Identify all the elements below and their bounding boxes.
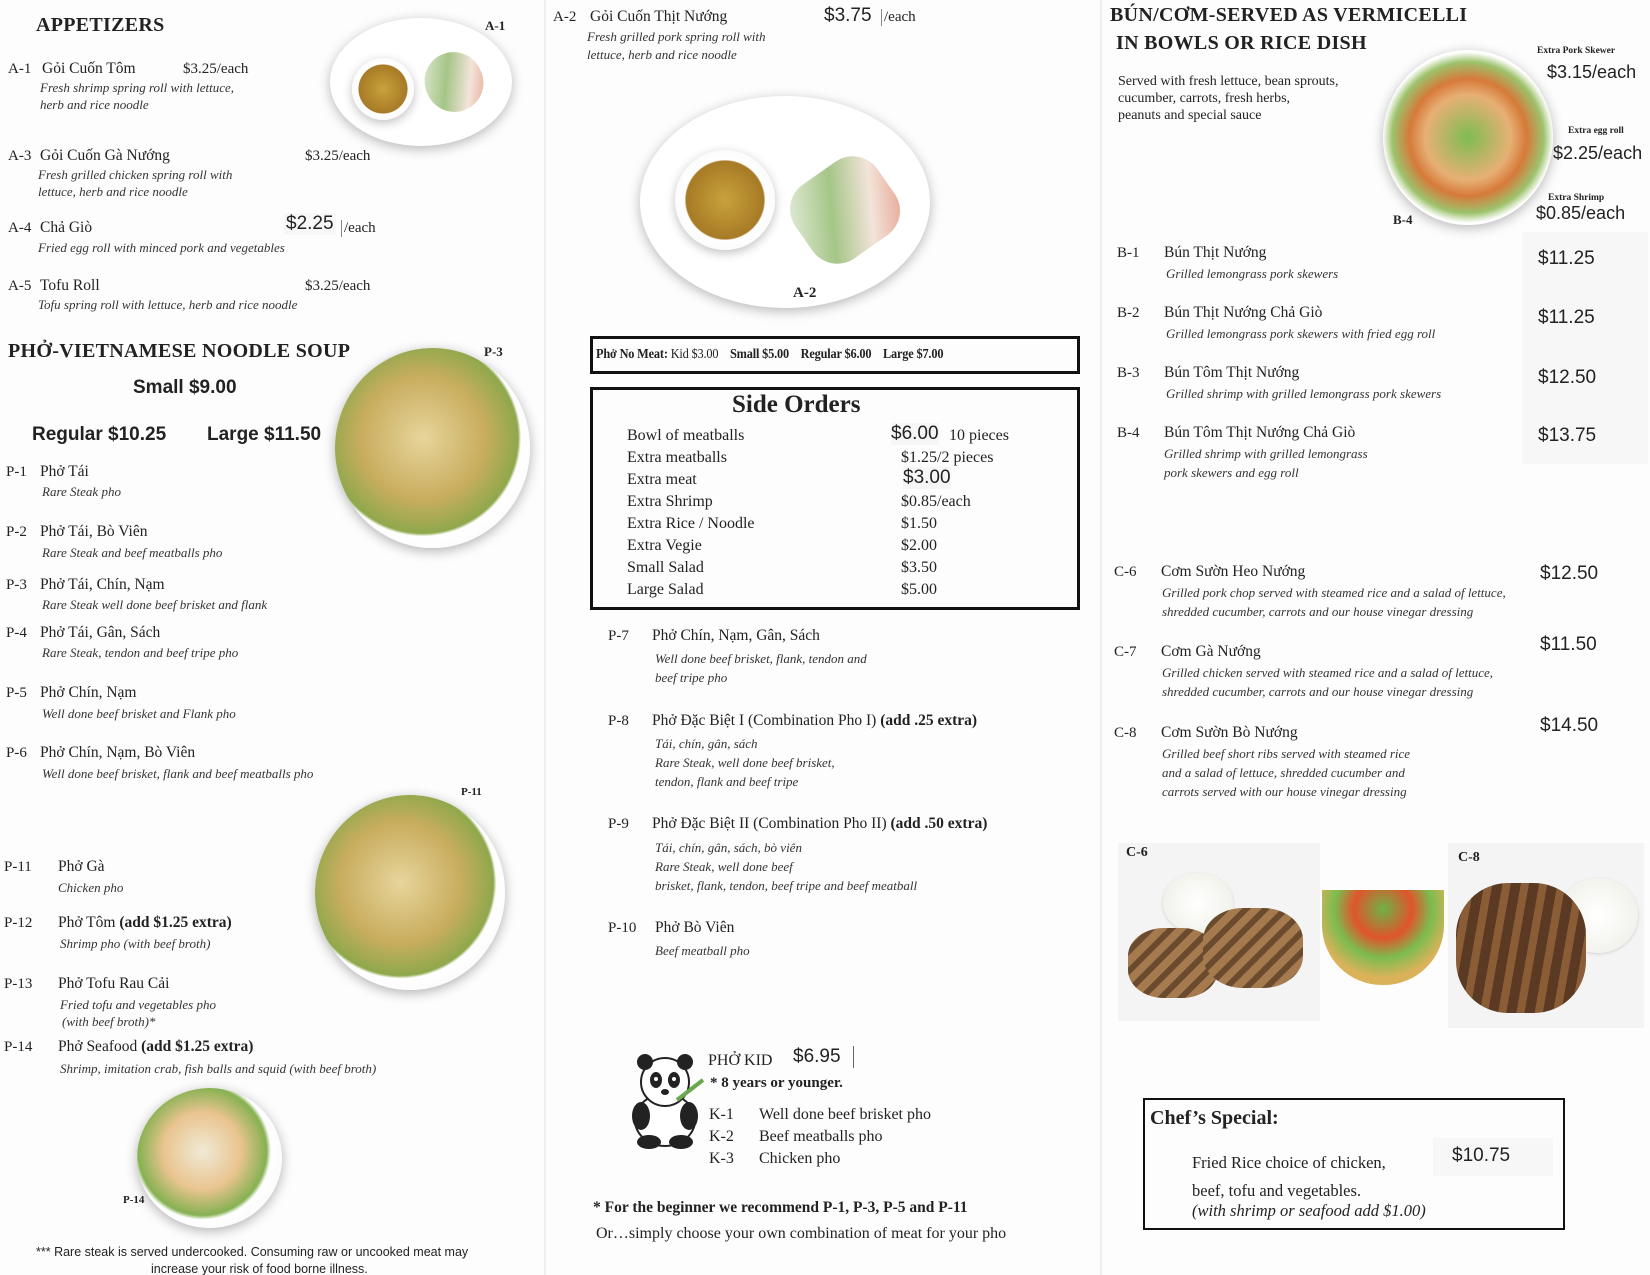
kid-item-code: K-1 xyxy=(709,1106,734,1123)
item-name: Cơm Sườn Bò Nướng xyxy=(1161,724,1298,741)
item-name: Phở Tái, Gân, Sách xyxy=(40,624,161,641)
short-rib-image xyxy=(1456,883,1586,1013)
side-order-name: Extra meatballs xyxy=(627,449,727,466)
item-desc: Grilled shrimp with grilled lemongrass xyxy=(1164,446,1368,461)
pho-no-meat-prices xyxy=(596,347,943,363)
item-desc: Fresh grilled chicken spring roll with xyxy=(38,167,233,182)
item-desc: and a salad of lettuce, shredded cucumber and xyxy=(1162,765,1405,780)
item-name xyxy=(652,712,977,730)
item-code: A-4 xyxy=(8,220,32,236)
item-name: Gỏi Cuốn Tôm xyxy=(42,60,136,77)
item-name xyxy=(58,914,232,932)
item-code: P-8 xyxy=(608,713,629,729)
extra-charge: (add .50 extra) xyxy=(890,815,988,832)
side-order-price: $0.85/each xyxy=(901,493,971,510)
item-price: $12.50 xyxy=(1538,367,1597,388)
item-price: $11.25 xyxy=(1538,248,1595,269)
chicken-pho-photo xyxy=(315,795,505,990)
item-code: P-1 xyxy=(6,464,27,480)
no-meat-kid: Kid $3.00 xyxy=(670,347,719,362)
item-desc: Tofu spring roll with lettuce, herb and rice noodle xyxy=(38,297,298,312)
bun-com-heading: BÚN/CƠM-SERVED AS VERMICELLI xyxy=(1110,4,1468,26)
item-desc: Grilled pork chop served with steamed rice and a salad of lettuce, xyxy=(1162,585,1506,600)
item-name xyxy=(58,1038,253,1056)
item-code: P-4 xyxy=(6,625,27,641)
item-price: $11.25 xyxy=(1538,307,1595,328)
item-code: B-3 xyxy=(1117,365,1140,381)
combination-note: Or…simply choose your own combination of meat for your pho xyxy=(596,1225,1007,1242)
item-name: Phở Chín, Nạm xyxy=(40,684,137,701)
extra-egg-label: Extra egg roll xyxy=(1568,126,1624,136)
item-desc: Well done beef brisket, flank, tendon and xyxy=(655,651,867,666)
item-desc: Shrimp pho (with beef broth) xyxy=(60,936,211,951)
item-name: Cơm Gà Nướng xyxy=(1161,643,1261,660)
no-meat-large: Large $7.00 xyxy=(882,347,944,362)
item-desc: Rare Steak pho xyxy=(42,484,121,499)
item-desc: (with beef broth)* xyxy=(62,1014,156,1029)
item-name: Bún Tôm Thịt Nướng xyxy=(1164,364,1300,381)
recommendation-note: * For the beginner we recommend P-1, P-3, P-5 and P-11 xyxy=(593,1199,968,1216)
item-name: Gỏi Cuốn Gà Nướng xyxy=(40,147,170,164)
photo-label-c8: C-8 xyxy=(1458,850,1480,865)
kid-item-name: Beef meatballs pho xyxy=(759,1128,883,1145)
chefs-special-desc: Fried Rice choice of chicken, xyxy=(1192,1153,1386,1172)
item-desc: shredded cucumber, carrots and our house vinegar dressing xyxy=(1162,684,1474,699)
no-meat-regular: Regular $6.00 xyxy=(800,347,872,362)
extra-charge: (add .25 extra) xyxy=(880,712,978,729)
kid-item-name: Chicken pho xyxy=(759,1150,841,1167)
item-code: C-8 xyxy=(1114,725,1137,741)
item-name-text: Phở Tôm xyxy=(58,914,116,931)
item-desc: Fried tofu and vegetables pho xyxy=(60,997,216,1012)
peanut-sauce-image xyxy=(675,150,775,250)
item-code: P-13 xyxy=(4,976,33,992)
item-code: B-1 xyxy=(1117,245,1140,261)
bun-intro: peanuts and special sauce xyxy=(1118,108,1262,123)
side-order-price: $3.00 xyxy=(903,467,951,488)
photo-label-c6: C-6 xyxy=(1126,845,1148,860)
item-code: B-2 xyxy=(1117,305,1140,321)
beef-short-rib-photo xyxy=(1448,843,1644,1028)
kid-item-code: K-3 xyxy=(709,1150,734,1167)
extra-shrimp-label: Extra Shrimp xyxy=(1548,193,1605,203)
item-name: Gỏi Cuốn Thịt Nướng xyxy=(590,8,728,25)
item-price: $14.50 xyxy=(1540,715,1599,736)
item-desc: carrots served with our house vinegar dressing xyxy=(1162,784,1407,799)
bun-com-heading: IN BOWLS OR RICE DISH xyxy=(1116,32,1367,54)
item-name: Phở Tái, Chín, Nạm xyxy=(40,576,165,593)
photo-label-a1: A-1 xyxy=(485,18,506,33)
item-desc: Shrimp, imitation crab, fish balls and squid (with beef broth) xyxy=(60,1061,377,1076)
item-name: Bún Thịt Nướng xyxy=(1164,244,1267,261)
item-desc: Rare Steak, well done beef brisket, xyxy=(655,755,835,770)
item-code: C-6 xyxy=(1114,564,1137,580)
item-desc: pork skewers and egg roll xyxy=(1164,465,1299,480)
photo-label-p3: P-3 xyxy=(484,344,503,359)
side-order-name: Small Salad xyxy=(627,559,704,576)
side-orders-heading: Side Orders xyxy=(732,391,861,418)
pork-chop-photo xyxy=(1118,843,1320,1021)
item-code: P-12 xyxy=(4,915,33,931)
side-order-name: Extra Vegie xyxy=(627,537,702,554)
side-order-name: Bowl of meatballs xyxy=(627,427,745,444)
item-name: Bún Thịt Nướng Chả Giò xyxy=(1164,304,1323,321)
item-code: C-7 xyxy=(1114,644,1137,660)
item-name xyxy=(652,815,987,833)
pho-bowl-photo xyxy=(335,348,530,548)
item-desc: beef tripe pho xyxy=(655,670,728,685)
side-order-note: 10 pieces xyxy=(949,427,1009,444)
vermicelli-bowl-photo xyxy=(1383,50,1553,225)
price-regular: Regular $10.25 xyxy=(32,424,167,445)
extra-pork-label: Extra Pork Skewer xyxy=(1537,46,1616,56)
item-desc: lettuce, herb and rice noodle xyxy=(38,184,188,199)
item-desc: Rare Steak, well done beef xyxy=(655,859,793,874)
photo-label-p14: P-14 xyxy=(123,1194,145,1206)
item-name: Cơm Sườn Heo Nướng xyxy=(1161,563,1306,580)
item-code: A-5 xyxy=(8,278,32,294)
side-order-price: $6.00 xyxy=(891,423,939,444)
item-price: $3.25/each xyxy=(305,278,371,294)
middle-panel xyxy=(545,0,1100,1275)
item-desc: Tái, chín, gân, sách, bò viên xyxy=(655,840,802,855)
bun-intro: cucumber, carrots, fresh herbs, xyxy=(1118,91,1291,106)
item-price: $11.50 xyxy=(1540,634,1597,655)
raw-meat-warning: *** Rare steak is served undercooked. Consuming raw or uncooked meat may xyxy=(36,1245,469,1259)
item-code: P-10 xyxy=(608,920,637,936)
item-price-unit: /each xyxy=(881,9,916,26)
side-order-price: $5.00 xyxy=(901,581,937,598)
item-desc: shredded cucumber, carrots and our house vinegar dressing xyxy=(1162,604,1474,619)
item-name-text: Phở Đặc Biệt II (Combination Pho II) xyxy=(652,815,887,832)
right-panel xyxy=(1100,0,1650,1275)
item-desc: Chicken pho xyxy=(58,880,124,895)
side-order-price: $2.00 xyxy=(901,537,937,554)
item-code: B-4 xyxy=(1117,425,1140,441)
item-desc: brisket, flank, tendon, beef tripe and beef meatball xyxy=(655,878,918,893)
seafood-pho-photo xyxy=(137,1088,282,1228)
item-desc: Grilled shrimp with grilled lemongrass pork skewers xyxy=(1166,386,1442,401)
left-panel xyxy=(0,0,545,1275)
pho-kid-age: * 8 years or younger. xyxy=(710,1075,843,1091)
side-order-price: $3.50 xyxy=(901,559,937,576)
item-desc: lettuce, herb and rice noodle xyxy=(587,47,737,62)
item-price: $3.25/each xyxy=(183,61,249,77)
item-name-text: Phở Đặc Biệt I (Combination Pho I) xyxy=(652,712,877,729)
item-name-text: Phở Seafood xyxy=(58,1038,138,1055)
raw-meat-warning: increase your risk of food borne illness. xyxy=(151,1262,368,1275)
photo-label-p11: P-11 xyxy=(461,786,482,798)
item-price: $12.50 xyxy=(1540,563,1599,584)
extra-charge: (add $1.25 extra) xyxy=(141,1038,254,1055)
item-desc: Well done beef brisket, flank and beef meatballs pho xyxy=(42,766,314,781)
price-large: Large $11.50 xyxy=(207,424,322,445)
side-order-name: Extra meat xyxy=(627,471,697,488)
item-code: P-9 xyxy=(608,816,629,832)
item-name: Phở Tofu Rau Cải xyxy=(58,975,170,992)
panda-icon xyxy=(619,1050,711,1150)
item-desc: Grilled beef short ribs served with steamed rice xyxy=(1162,746,1411,761)
item-code: P-5 xyxy=(6,685,27,701)
item-desc: herb and rice noodle xyxy=(40,97,149,112)
chefs-special-price: $10.75 xyxy=(1452,1145,1511,1166)
pho-kid-price: $6.95 xyxy=(793,1046,841,1067)
item-name: Phở Chín, Nạm, Gân, Sách xyxy=(652,627,820,644)
item-desc: Grilled chicken served with steamed rice and a salad of lettuce, xyxy=(1162,665,1494,680)
item-name: Phở Tái xyxy=(40,463,89,480)
item-desc: Fresh shrimp spring roll with lettuce, xyxy=(40,80,235,95)
chefs-special-desc: beef, tofu and vegetables. xyxy=(1192,1181,1362,1200)
item-desc: Fried egg roll with minced pork and vegetables xyxy=(38,240,285,255)
price-small: Small $9.00 xyxy=(133,377,237,398)
price-divider xyxy=(853,1046,854,1068)
item-desc: Tái, chín, gân, sách xyxy=(655,736,758,751)
item-desc: Fresh grilled pork spring roll with xyxy=(587,29,766,44)
pho-heading: PHỞ-VIETNAMESE NOODLE SOUP xyxy=(8,340,351,362)
no-meat-small: Small $5.00 xyxy=(730,347,789,362)
peanut-sauce-image xyxy=(352,58,414,120)
item-name: Bún Tôm Thịt Nướng Chả Giò xyxy=(1164,424,1356,441)
item-desc: Rare Steak well done beef brisket and flank xyxy=(42,597,268,612)
extra-pork-price: $3.15/each xyxy=(1547,62,1637,82)
item-code: P-6 xyxy=(6,745,27,761)
kid-item-code: K-2 xyxy=(709,1128,734,1145)
item-desc: Rare Steak and beef meatballs pho xyxy=(42,545,223,560)
bun-intro: Served with fresh lettuce, bean sprouts, xyxy=(1118,74,1339,89)
item-name: Chả Giò xyxy=(40,219,93,236)
item-desc: Well done beef brisket and Flank pho xyxy=(42,706,236,721)
item-name: Phở Gà xyxy=(58,858,105,875)
item-name: Tofu Roll xyxy=(40,277,100,294)
appetizers-heading: APPETIZERS xyxy=(36,14,165,36)
extra-shrimp-price: $0.85/each xyxy=(1536,203,1626,223)
extra-egg-price: $2.25/each xyxy=(1553,143,1643,163)
item-price: $2.25 xyxy=(286,213,334,234)
item-code: P-14 xyxy=(4,1039,33,1055)
side-order-price: $1.50 xyxy=(901,515,937,532)
side-order-name: Large Salad xyxy=(627,581,704,598)
pho-kid-label: PHỞ KID xyxy=(708,1052,773,1069)
no-meat-label: Phở No Meat: xyxy=(596,347,668,362)
item-desc: Grilled lemongrass pork skewers xyxy=(1166,266,1339,281)
item-code: P-11 xyxy=(4,859,32,875)
item-code: A-2 xyxy=(553,9,577,25)
extra-charge: (add $1.25 extra) xyxy=(119,914,232,931)
side-salad-photo xyxy=(1322,890,1444,985)
side-order-price: $1.25/2 pieces xyxy=(901,449,994,466)
item-desc: Beef meatball pho xyxy=(655,943,750,958)
side-order-name: Extra Rice / Noodle xyxy=(627,515,755,532)
item-price: $3.75 xyxy=(824,5,872,26)
item-code: A-3 xyxy=(8,148,32,164)
chefs-special-heading: Chef’s Special: xyxy=(1150,1107,1279,1129)
pork-chop-image xyxy=(1203,908,1303,988)
item-code: P-3 xyxy=(6,577,27,593)
photo-label-a2: A-2 xyxy=(793,285,817,301)
item-desc: Rare Steak, tendon and beef tripe pho xyxy=(42,645,239,660)
item-name: Phở Tái, Bò Viên xyxy=(40,523,148,540)
item-name: Phở Bò Viên xyxy=(655,919,735,936)
kid-item-name: Well done beef brisket pho xyxy=(759,1106,931,1123)
item-code: P-2 xyxy=(6,524,27,540)
item-price-unit: /each xyxy=(341,220,376,237)
item-code: A-1 xyxy=(8,61,32,77)
side-order-name: Extra Shrimp xyxy=(627,493,713,510)
item-price: $3.25/each xyxy=(305,148,371,164)
item-desc: tendon, flank and beef tripe xyxy=(655,774,799,789)
photo-label-b4: B-4 xyxy=(1393,212,1413,227)
item-name: Phở Chín, Nạm, Bò Viên xyxy=(40,744,196,761)
item-price: $13.75 xyxy=(1538,425,1597,446)
chefs-special-note: (with shrimp or seafood add $1.00) xyxy=(1192,1201,1426,1220)
item-code: P-7 xyxy=(608,628,629,644)
item-desc: Grilled lemongrass pork skewers with fried egg roll xyxy=(1166,326,1436,341)
